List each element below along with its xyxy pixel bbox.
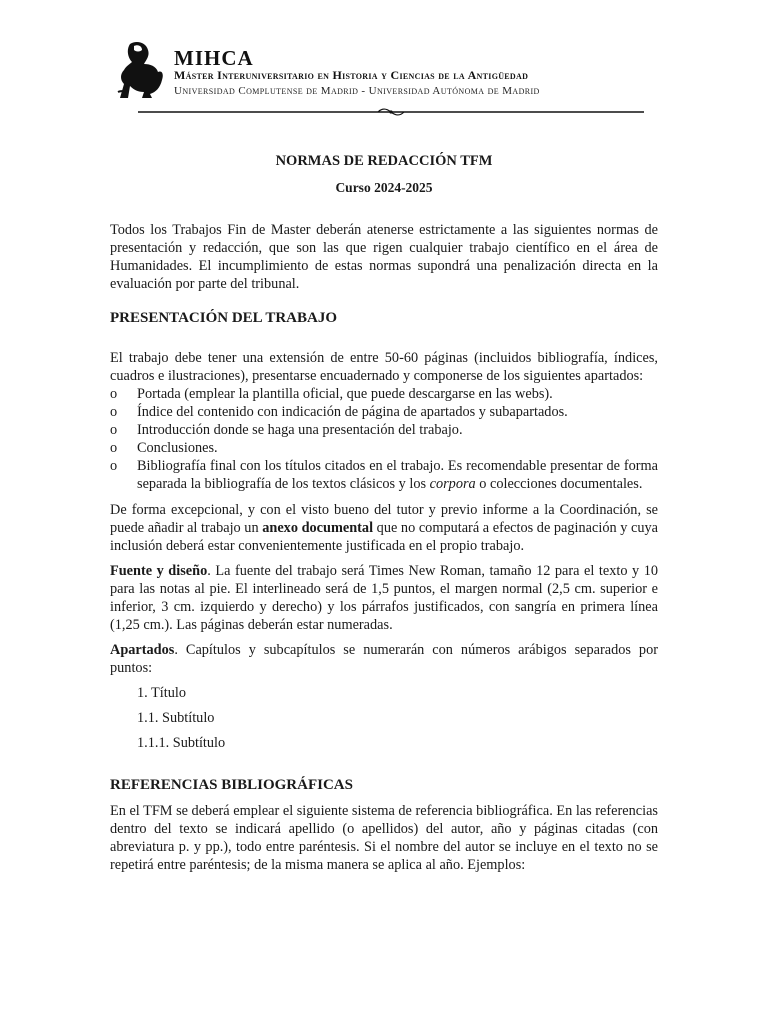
course-label: Curso 2024-2025 bbox=[335, 180, 433, 195]
brand-name: MIHCA bbox=[174, 46, 254, 70]
list-item: o Bibliografía final con los títulos citados en el trabajo. Es recomendable presentar de forma separada la bibliografía de los textos clásicos y los corpora o colecciones documentales. bbox=[110, 458, 658, 492]
sections-numbering-paragraph: Apartados. Capítulos y subcapítulos se numerarán con números arábigos separados por puntos: bbox=[110, 642, 658, 676]
bullet-icon: o bbox=[110, 386, 118, 402]
list-item: o Introducción donde se haga una presentación del trabajo. bbox=[110, 422, 463, 438]
intro-paragraph: Todos los Trabajos Fin de Master deberán atenerse estrictamente a las siguientes normas de presentación y redacción, que son las que rigen cualquier trabajo científico en el área de Humanidades. El incumplimiento de estas normas supondrá una penalización directa en la evaluación por parte del tribunal. bbox=[110, 222, 658, 292]
bullet-icon: o bbox=[110, 404, 118, 420]
bullet-icon: o bbox=[110, 458, 118, 474]
bullet-icon: o bbox=[110, 440, 118, 456]
section-heading-referencias: REFERENCIAS BIBLIOGRÁFICAS bbox=[110, 777, 353, 793]
sections-list bbox=[110, 385, 658, 493]
annex-paragraph: De forma excepcional, y con el visto bueno del tutor y previo informe a la Coordinación, se puede añadir al trabajo un anexo documental que no computará a efectos de paginación y cuya inclusión deberá estar convenientemente justificada en el propio trabajo. bbox=[110, 502, 658, 554]
font-design-paragraph: Fuente y diseño. La fuente del trabajo será Times New Roman, tamaño 12 para el texto y 10 para las notas al pie. El interlineado será de 1,5 puntos, el margen normal (2,5 cm. superior e inferior, 3 cm. izquierdo y derecho) y los párrafos justificados, con sangría en primera línea (1,25 cm.). Las páginas deberán estar numeradas. bbox=[110, 563, 658, 633]
references-paragraph: En el TFM se deberá emplear el siguiente sistema de referencia bibliográfica. En las referencias dentro del texto se indicará apellido (o apellidos) del autor, año y páginas citadas (con abreviatura p. y pp.), todo entre paréntesis. Si el nombre del autor se incluye en el texto no se repetirá entre paréntesis; de la misma manera se aplica al año. Ejemplos: bbox=[110, 803, 658, 873]
document-title: NORMAS DE REDACCIÓN TFM bbox=[275, 153, 493, 169]
universities-line: Universidad Complutense de Madrid - Universidad Autónoma de Madrid bbox=[174, 85, 540, 97]
letterhead bbox=[116, 40, 656, 120]
numbering-example: 1.1.1. Subtítulo bbox=[137, 735, 226, 751]
numbering-example: 1. Título bbox=[137, 685, 186, 701]
section-heading-presentacion: PRESENTACIÓN DEL TRABAJO bbox=[110, 310, 337, 326]
numbering-example: 1.1. Subtítulo bbox=[137, 710, 215, 726]
list-item: o Índice del contenido con indicación de página de apartados y subapartados. bbox=[110, 404, 568, 420]
list-item: o Portada (emplear la plantilla oficial, que puede descargarse en las webs). bbox=[110, 386, 553, 402]
sphinx-icon bbox=[116, 40, 168, 100]
list-item: o Conclusiones. bbox=[110, 440, 218, 456]
bullet-icon: o bbox=[110, 422, 118, 438]
extension-paragraph: El trabajo debe tener una extensión de entre 50-60 páginas (incluidos bibliografía, índices, cuadros e ilustraciones), presentarse encuadernado y componerse de los siguientes apartados: bbox=[110, 350, 658, 384]
document-body bbox=[110, 152, 658, 874]
ornamental-rule bbox=[138, 108, 644, 116]
program-name: Máster Interuniversitario en Historia y Ciencias de la Antigüedad bbox=[174, 68, 529, 82]
